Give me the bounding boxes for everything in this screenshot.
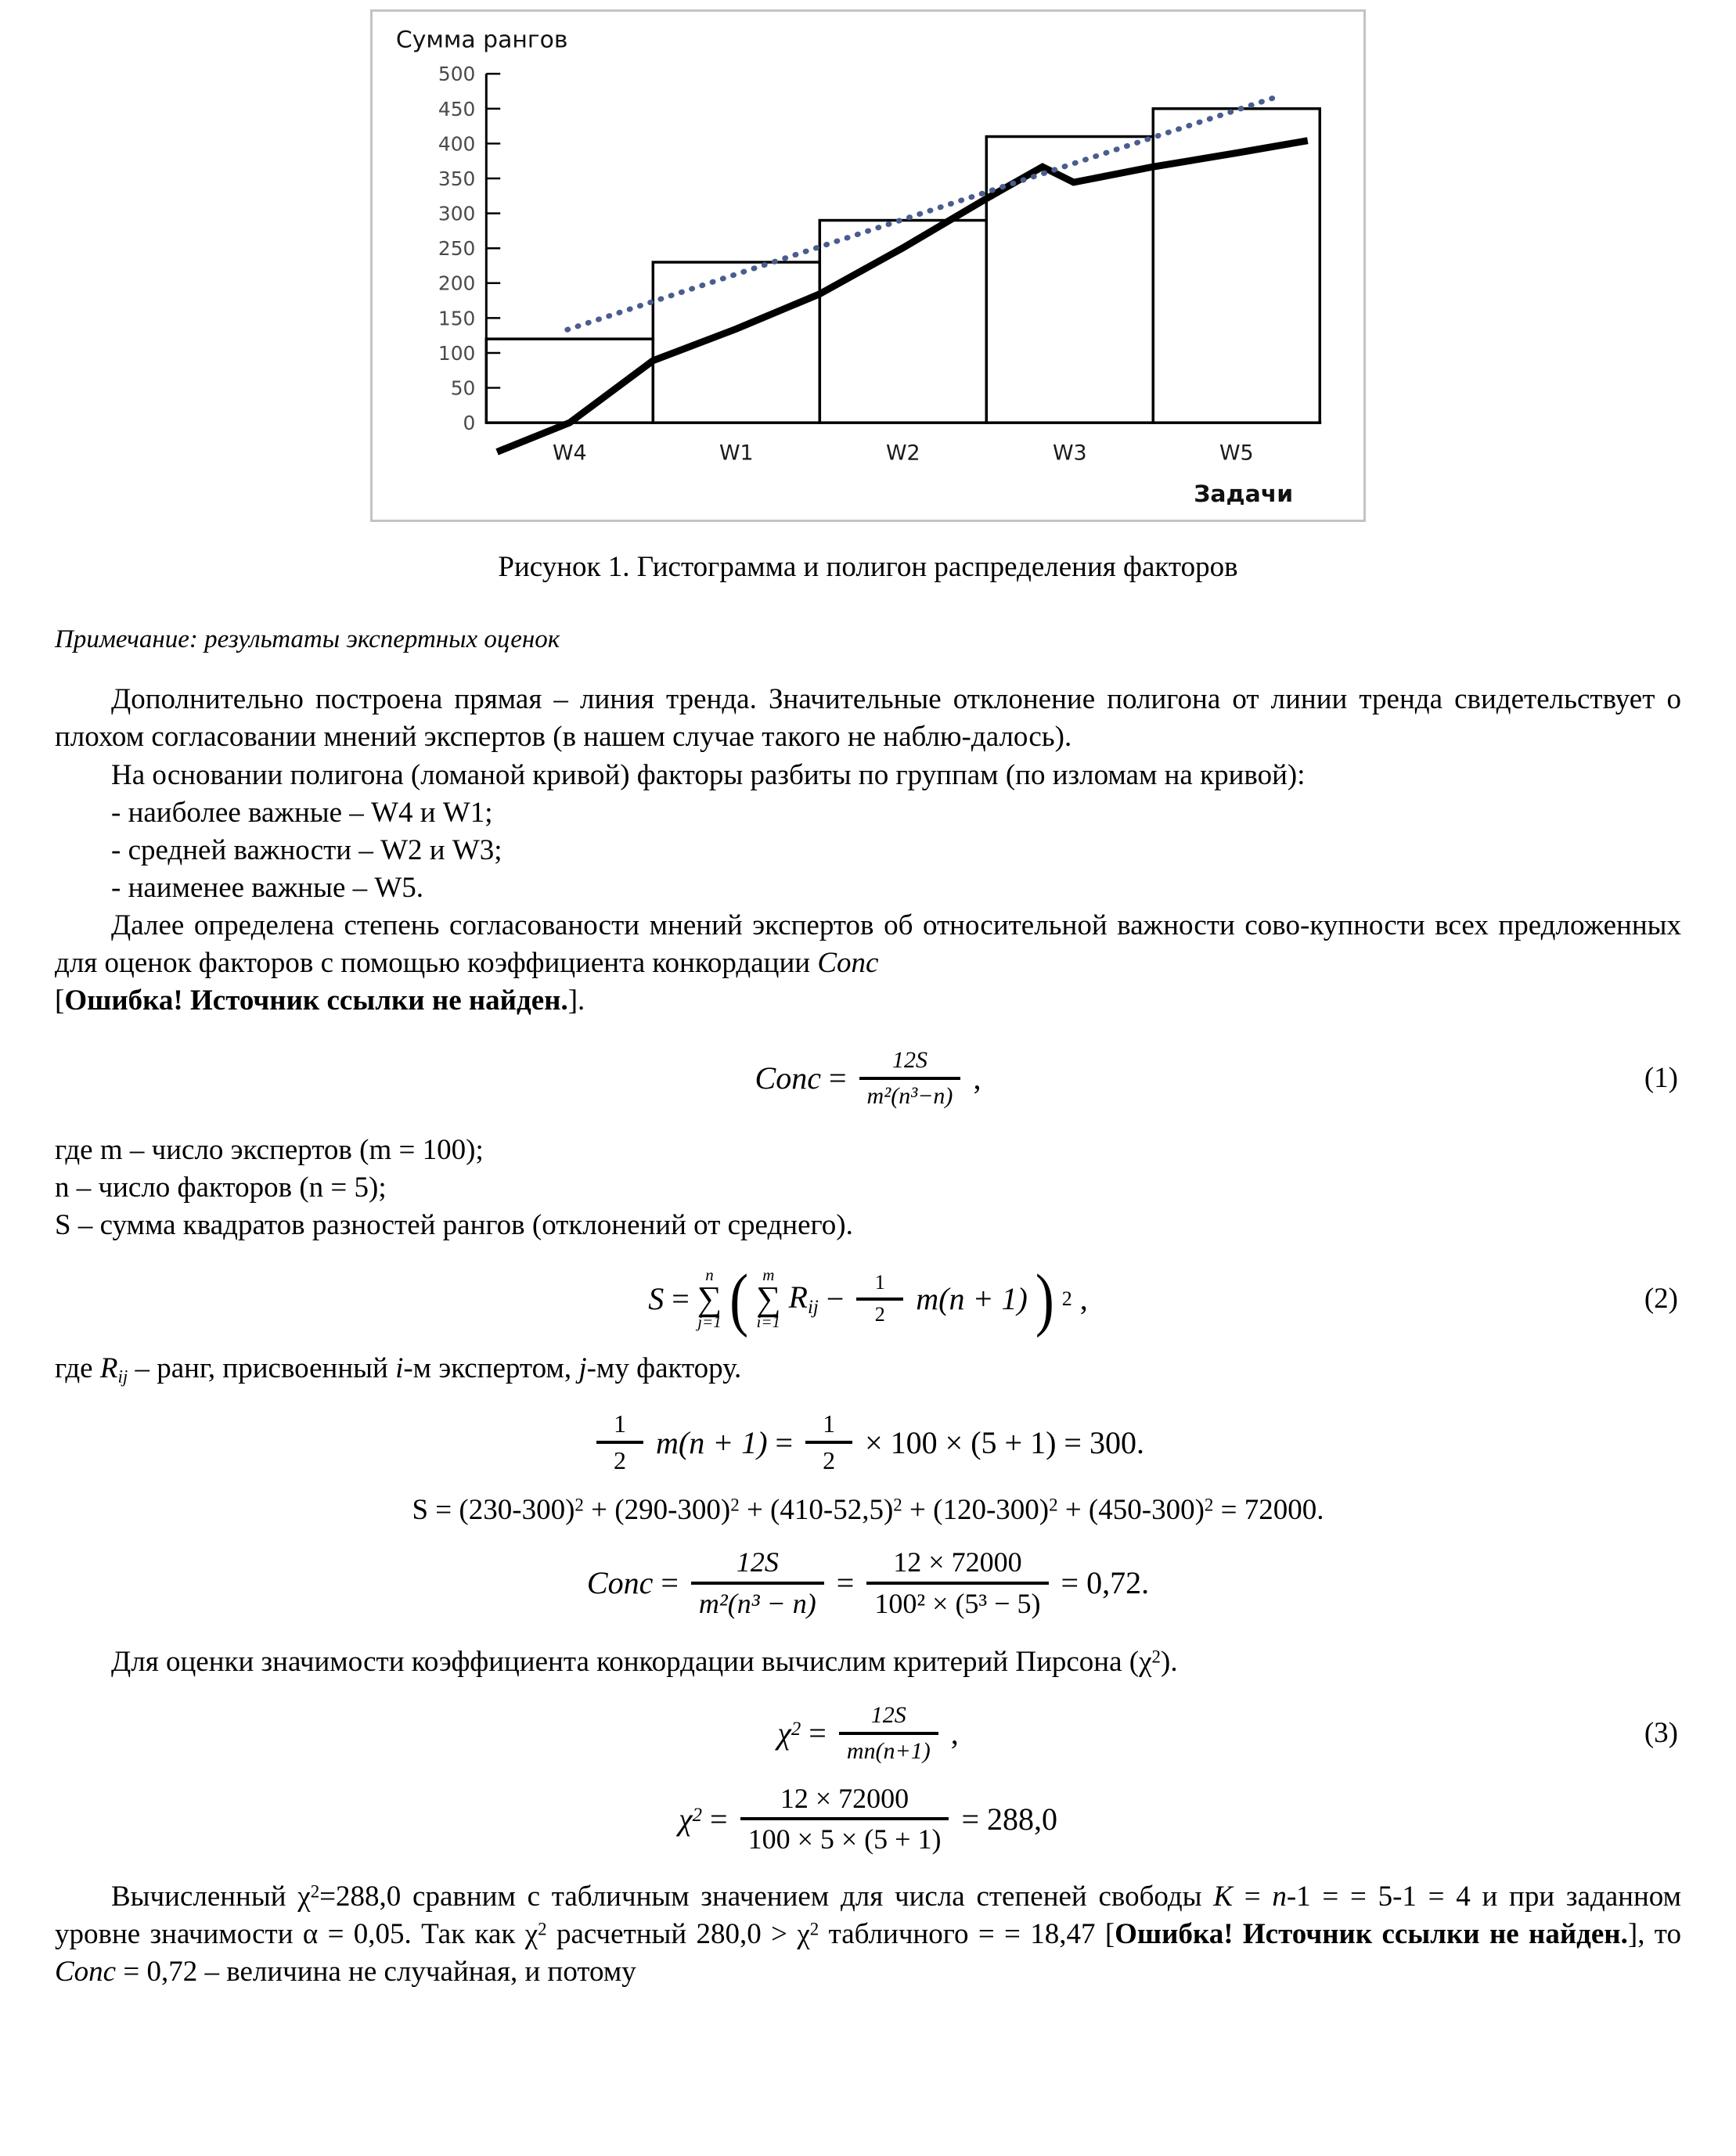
- right-paren: ): [1035, 1259, 1054, 1338]
- calc-half-2: [805, 1409, 852, 1477]
- formula-1-equals: =: [828, 1060, 847, 1096]
- paragraph-block-1: [55, 681, 1681, 1020]
- formula-2-number: (2): [1644, 1283, 1678, 1316]
- where-R: где $R_{ij}$ – ранг, присвоенный i-м экспертом, j-му фактору.: [55, 1352, 742, 1387]
- formula-2-half: [856, 1271, 903, 1326]
- paragraph-concordance-text: Далее определена степень согласованости мнений экспертов об относительной важности сово-купности всех предложенных для оценок факторов с помощью коэффициента конкордации: [55, 909, 1681, 980]
- error-reference-1: Ошибка! Источник ссылки не найден.: [64, 984, 568, 1017]
- chi-symbol-4: $\chi^2$: [797, 1917, 819, 1950]
- R-symbol: $R_{ij}$: [99, 1352, 128, 1387]
- where-block-1: [55, 1132, 1681, 1244]
- paragraph-concordance: Далее определена степень согласованости мнений экспертов об относительной важности сово-купности всех предложенных для оценок факторов с помощью коэффициента конкордации Conc [Ошибка! Источник ссылки не найден.].: [55, 909, 1681, 1017]
- formula-3-row: [55, 1701, 1681, 1765]
- half-denominator: 2: [614, 1446, 627, 1475]
- sum-inner-bottom: i=1: [756, 1312, 781, 1332]
- ytick-500: 500: [438, 63, 476, 86]
- y-axis-title: Сумма рангов: [395, 26, 568, 54]
- equals-3: =: [809, 1715, 827, 1751]
- calc-conc-fraction-1: [691, 1546, 824, 1620]
- where-m: где m – число экспертов (m = 100);: [55, 1134, 484, 1167]
- figure-container: [55, 0, 1681, 522]
- paragraph-block-3: [55, 1878, 1681, 1991]
- fraction-bar: [839, 1732, 938, 1735]
- chi-symbol-3: $\chi^2$: [524, 1917, 547, 1950]
- paragraph-groups: На основании полигона (ломаной кривой) факторы разбиты по группам (по изломам на кривой):: [111, 758, 1306, 791]
- formula-3-fraction: [839, 1701, 938, 1765]
- trend-line: [567, 97, 1277, 329]
- xtick-w4: W4: [552, 441, 587, 466]
- x-axis-title: Задачи: [1194, 481, 1294, 509]
- fraction-bar: [805, 1441, 852, 1444]
- equals-4: =: [710, 1801, 728, 1837]
- calc-half-1: [596, 1409, 643, 1477]
- sigma-icon: ∑: [697, 1279, 722, 1318]
- formula-2-R: $R_{ij}$: [788, 1280, 819, 1319]
- formula-1-row: [55, 1046, 1681, 1110]
- calc-mn: m(n + 1): [656, 1424, 768, 1460]
- calc-chi-result: = 288,0: [961, 1801, 1058, 1837]
- equals-2: =: [836, 1565, 855, 1601]
- formula-2-minus: −: [826, 1281, 845, 1317]
- calc-S-row: [55, 1493, 1681, 1527]
- sigma-icon-2: ∑: [756, 1279, 781, 1318]
- histogram-bars: [486, 109, 1320, 423]
- formula-3-lhs: $\chi^2$: [777, 1715, 801, 1751]
- conc-symbol: Conc: [817, 947, 879, 980]
- formula-1-numerator: 12S: [891, 1047, 927, 1074]
- calc-conc-row: [55, 1546, 1681, 1620]
- ytick-200: 200: [438, 272, 476, 295]
- paragraph-trend: Дополнительно построена прямая – линия тренда. Значительные отклонение полигона от линии тренда свидетельствует о плохом согласовании мнений экспертов (в нашем случае такого не наблю-далось).: [55, 683, 1681, 754]
- fraction-bar: [866, 1582, 1048, 1585]
- formula-1-comma: ,: [973, 1060, 981, 1096]
- ytick-50: 50: [450, 376, 476, 400]
- formula-3-numerator: 12S: [870, 1702, 906, 1729]
- formula-2-lhs: S: [648, 1281, 665, 1317]
- half-numerator: 1: [874, 1271, 885, 1294]
- calc-chi-num: 12 × 72000: [780, 1782, 909, 1814]
- R-subscript: ij: [807, 1297, 819, 1319]
- list-item-most-important: - наиболее важные – W4 и W1;: [111, 796, 493, 829]
- list-item-least-important: - наименее важные – W5.: [111, 871, 424, 904]
- formula-2-sum-outer: [697, 1265, 722, 1332]
- calc-chi: [679, 1782, 1057, 1856]
- fraction-bar: [856, 1298, 903, 1301]
- polygon-line: [500, 141, 1304, 450]
- calc-conc-num-1: 12S: [736, 1546, 779, 1578]
- conc-symbol-2: Conc: [55, 1956, 117, 1989]
- calc-mean: [592, 1409, 1144, 1477]
- where-block-2: [55, 1350, 1681, 1388]
- formula-1-denominator: m²(n³−n): [866, 1082, 953, 1109]
- calc-chi-fraction: [740, 1782, 949, 1856]
- ytick-250: 250: [438, 237, 476, 261]
- calc-mean-rhs: × 100 × (5 + 1) = 300.: [865, 1424, 1144, 1460]
- equals-1: =: [661, 1565, 679, 1601]
- fraction-bar: [596, 1441, 643, 1444]
- formula-2-sum-inner: [756, 1265, 781, 1332]
- sum-outer-bottom: j=1: [697, 1312, 722, 1332]
- xtick-w1: W1: [719, 441, 754, 466]
- error-reference-2: Ошибка! Источник ссылки не найден.: [1115, 1917, 1628, 1950]
- formula-1-number: (1): [1644, 1062, 1678, 1095]
- sum-outer-top: n: [705, 1265, 714, 1285]
- calc-chi-den: 100 × 5 × (5 + 1): [747, 1823, 942, 1855]
- calc-S: $S = (230-300)^2 + (290-300)^2 + (410-52,5)^2 + (120-300)^2 + (450-300)^2 = 72000$.: [412, 1494, 1324, 1527]
- formula-2-equals: =: [672, 1281, 690, 1317]
- formula-3-number: (3): [1644, 1717, 1678, 1750]
- figure-note: Примечание: результаты экспертных оценок: [55, 625, 560, 654]
- sum-inner-top: m: [762, 1265, 775, 1285]
- bar-w1: [653, 262, 819, 423]
- formula-1-fraction: [859, 1046, 961, 1110]
- formula-3-comma: ,: [950, 1715, 959, 1751]
- formula-1: [755, 1046, 981, 1110]
- formula-2-power: 2: [1061, 1287, 1072, 1310]
- calc-equals: =: [775, 1424, 794, 1460]
- ytick-450: 450: [438, 97, 476, 121]
- ytick-400: 400: [438, 132, 476, 156]
- chi-symbol: $\chi^2$: [1139, 1646, 1161, 1679]
- histogram-polygon-chart: [373, 12, 1363, 520]
- calc-chi-row: [55, 1782, 1681, 1856]
- paragraph-conclusion: Вычисленный $\chi^2=288,0$ сравним с табличным значением для числа степеней свободы K = n-1 = = 5-1 = 4 и при заданном уровне значимости α = 0,05. Так как $\chi^2$ расчетный $280,0 > \chi^2$ табличного = = 18,47 [Ошибка! Источник ссылки не найден.], то Conc = 0,72 – величина не случайная, и потому: [55, 1880, 1681, 1989]
- ytick-300: 300: [438, 202, 476, 225]
- half-numerator-2: 1: [823, 1409, 836, 1438]
- calc-conc-fraction-2: [866, 1546, 1048, 1620]
- ytick-150: 150: [438, 307, 476, 330]
- formula-2: [648, 1259, 1088, 1338]
- calc-mean-row: [55, 1409, 1681, 1477]
- formula-3: [777, 1701, 958, 1765]
- fraction-bar: [859, 1077, 961, 1080]
- figure-caption: Рисунок 1. Гистограмма и полигон распределения факторов: [498, 551, 1238, 583]
- formula-2-comma: ,: [1079, 1281, 1088, 1317]
- calc-conc: [587, 1546, 1149, 1620]
- formula-2-mn1: m(n + 1): [916, 1281, 1028, 1317]
- half-denominator-2: 2: [823, 1446, 836, 1475]
- ytick-350: 350: [438, 167, 476, 190]
- paragraph-pearson: Для оценки значимости коэффициента конкордации вычислим критерий Пирсона $(\chi^2)$.: [111, 1646, 1178, 1679]
- where-S: S – сумма квадратов разностей рангов (отклонений от среднего).: [55, 1209, 853, 1242]
- chart-frame: [370, 9, 1366, 522]
- paragraph-block-2: [55, 1643, 1681, 1681]
- chi-symbol-2: $\chi^2$: [297, 1880, 320, 1913]
- xtick-w2: W2: [885, 441, 920, 466]
- calc-conc-lhs: Conc: [586, 1565, 654, 1601]
- formula-2-row: [55, 1259, 1681, 1338]
- formula-1-lhs: Conc: [755, 1060, 821, 1096]
- y-axis-ticks: [486, 74, 500, 387]
- half-denominator: 2: [874, 1302, 885, 1326]
- calc-conc-result: = 0,72.: [1061, 1565, 1150, 1601]
- formula-3-denominator: mn(n+1): [846, 1737, 931, 1764]
- calc-conc-den-1: m²(n³ − n): [698, 1587, 816, 1619]
- where-n: n – число факторов (n = 5);: [55, 1172, 387, 1204]
- calc-conc-den-2: 100² × (5³ − 5): [874, 1587, 1041, 1619]
- calc-chi-lhs: $\chi^2$: [678, 1801, 702, 1837]
- half-numerator: 1: [614, 1409, 627, 1438]
- ytick-100: 100: [438, 341, 476, 365]
- fraction-bar: [691, 1582, 824, 1585]
- list-item-medium-important: - средней важности – W2 и W3;: [111, 833, 502, 866]
- fraction-bar: [740, 1817, 949, 1820]
- calc-conc-num-2: 12 × 72000: [893, 1546, 1022, 1578]
- xtick-w3: W3: [1052, 441, 1087, 466]
- ytick-0: 0: [463, 412, 476, 435]
- left-paren: (: [729, 1259, 749, 1338]
- xtick-w5: W5: [1219, 441, 1254, 466]
